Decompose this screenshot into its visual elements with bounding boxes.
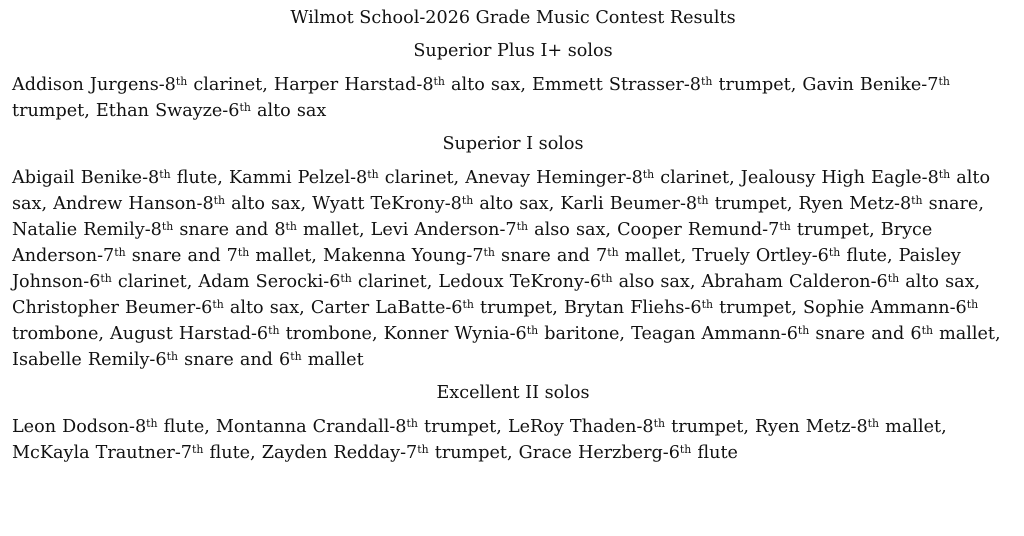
- ordinal-suffix: th: [100, 272, 112, 286]
- superior-plus-list: Addison Jurgens-8th clarinet, Harper Harstad-8th alto sax, Emmett Strasser-8th trumpet, Gavin Benike-7th trumpet, Ethan Swayze-6th alto sax: [12, 75, 950, 121]
- ordinal-suffix: th: [237, 246, 250, 260]
- ordinal-suffix: th: [887, 272, 900, 286]
- ordinal-suffix: th: [191, 443, 204, 457]
- ordinal-suffix: th: [462, 298, 474, 312]
- ordinal-suffix: th: [461, 194, 474, 208]
- ordinal-suffix: th: [601, 272, 613, 286]
- ordinal-suffix: th: [911, 194, 923, 208]
- ordinal-suffix: th: [526, 324, 539, 338]
- ordinal-suffix: th: [700, 75, 713, 89]
- ordinal-suffix: th: [938, 75, 950, 89]
- ordinal-suffix: th: [938, 168, 951, 182]
- section-heading-excellent: Excellent II solos: [436, 383, 590, 403]
- ordinal-suffix: th: [433, 75, 445, 89]
- ordinal-suffix: th: [340, 272, 352, 286]
- ordinal-suffix: th: [285, 220, 297, 234]
- ordinal-suffix: th: [679, 443, 692, 457]
- ordinal-suffix: th: [146, 417, 158, 431]
- document-title: Wilmot School-2026 Grade Music Contest Results: [290, 8, 736, 28]
- ordinal-suffix: th: [921, 324, 933, 338]
- ordinal-suffix: th: [159, 168, 171, 182]
- ordinal-suffix: th: [697, 194, 709, 208]
- ordinal-suffix: th: [779, 220, 791, 234]
- ordinal-suffix: th: [406, 417, 418, 431]
- ordinal-suffix: th: [417, 443, 429, 457]
- ordinal-suffix: th: [701, 298, 713, 312]
- superior-list-part-2: Natalie Remily-8th snare and 8th mallet, Levi Anderson-7th also sax, Cooper Remund-7th trumpet, Bryce Anderson-7th snare and 7th mallet, Makenna Young-7th snare and 7th mallet, Truely Ortley-6th flute, Paisley Johnson-6th clarinet, Adam Serocki-6th clarinet, Ledoux TeKrony-6th also sax, Abraham Calderon-6th alto sax, Christopher Beumer-6th alto sax, Carter LaBatte-6th trumpet, Brytan Fliehs-6th trumpet, Sophie Ammann-6th trombone, August Harstad-6th trombone, Konner Wynia-6th baritone, Teagan Ammann-6th snare and 6th mallet, Isabelle Remily-6th snare and 6th mallet: [12, 220, 1001, 370]
- superior-list-part-1: Abigail Benike-8th flute, Kammi Pelzel-8th clarinet, Anevay Heminger-8th clarinet, Jealousy High Eagle-8th alto sax, Andrew Hanson-8th alto sax, Wyatt TeKrony-8th alto sax, Karli Beumer-8th trumpet, Ryen Metz-8th snare,: [12, 168, 991, 214]
- ordinal-suffix: th: [828, 246, 841, 260]
- ordinal-suffix: th: [212, 298, 224, 312]
- ordinal-suffix: th: [642, 168, 655, 182]
- section-heading-superior: Superior I solos: [442, 134, 584, 154]
- ordinal-suffix: th: [239, 101, 251, 115]
- ordinal-suffix: th: [653, 417, 666, 431]
- ordinal-suffix: th: [483, 246, 495, 260]
- ordinal-suffix: th: [966, 298, 979, 312]
- ordinal-suffix: th: [114, 246, 126, 260]
- ordinal-suffix: th: [175, 75, 188, 89]
- ordinal-suffix: th: [290, 350, 302, 364]
- section-heading-superior-plus: Superior Plus I+ solos: [413, 41, 613, 61]
- ordinal-suffix: th: [797, 324, 810, 338]
- ordinal-suffix: th: [516, 220, 529, 234]
- ordinal-suffix: th: [213, 194, 226, 208]
- ordinal-suffix: th: [607, 246, 619, 260]
- excellent-list: Leon Dodson-8th flute, Montanna Crandall-8th trumpet, LeRoy Thaden-8th trumpet, Ryen Metz-8th mallet, McKayla Trautner-7th flute, Zayden Redday-7th trumpet, Grace Herzberg-6th flute: [12, 417, 947, 463]
- ordinal-suffix: th: [161, 220, 174, 234]
- ordinal-suffix: th: [867, 417, 880, 431]
- ordinal-suffix: th: [268, 324, 280, 338]
- ordinal-suffix: th: [367, 168, 379, 182]
- ordinal-suffix: th: [166, 350, 178, 364]
